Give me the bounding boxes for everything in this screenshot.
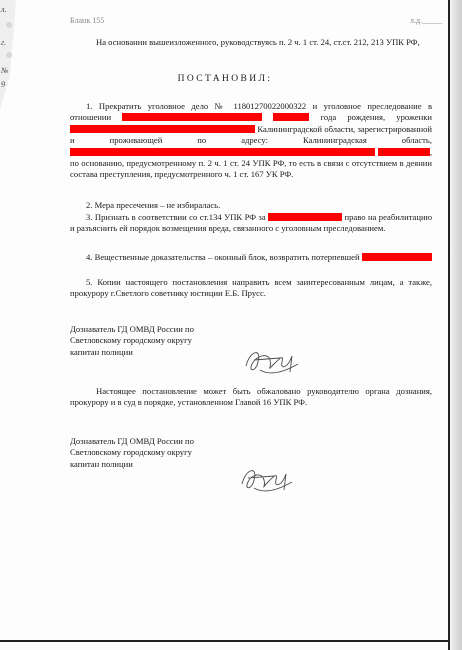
item-3-rest: право на реабилитацию и разъяснить ей порядок возмещения вреда, связанного с уголовным преследованием. (70, 212, 432, 234)
signer-department: Светловскому городскому округу (70, 335, 192, 346)
signer-department: Светловскому городскому округу (70, 447, 192, 458)
page-border-bottom (0, 640, 450, 642)
item-1-text: 1. Прекратить уголовное дело № 11801270022000322 и уголовное преследование в отношении (70, 101, 432, 123)
signer-position: Дознаватель ГД ОМВД России по (70, 436, 194, 446)
intro-paragraph: На основании вышеизложенного, руководствуясь п. 2 ч. 1 ст. 24, ст.ст. 212, 213 УПК РФ, (96, 37, 420, 47)
signer-rank: капитан полиции (70, 346, 133, 357)
form-number: Бланк 155 (70, 16, 105, 25)
strip-text: 9 (1, 80, 5, 89)
strip-text: г. (1, 38, 7, 47)
item-4 (70, 252, 432, 263)
redacted-name (268, 213, 342, 221)
punch-hole (6, 52, 12, 58)
appeal-paragraph: Настоящее постановление может быть обжаловано руководителю органа дознания, прокурору и в суд в порядке, установленном Главой 16 УПК РФ. (70, 386, 432, 408)
redacted-address-end (378, 148, 430, 156)
item-2: 2. Мера пресечения – не избиралась. (86, 200, 221, 210)
signature-icon (240, 342, 304, 378)
redacted-birthdate (273, 113, 309, 121)
redacted-birthplace (70, 125, 255, 133)
item-4-text: 4. Вещественные доказательства – оконный блок, возвратить потерпевшей (86, 252, 360, 262)
item-1-basis: , по основанию, предусмотренному п. 2 ч. 1 ст. 24 УПК РФ, то есть в связи с отсутствием в деянии состава преступления, предусмотренного ч. 1 ст. 167 УК РФ. (70, 146, 432, 180)
item-3-text: 3. Признать в соответствии со ст.134 УПК РФ за (86, 212, 266, 222)
item-3 (70, 212, 432, 235)
item-1 (70, 101, 432, 181)
signer-position: Дознаватель ГД ОМВД России по (70, 324, 194, 334)
redacted-name (122, 113, 262, 121)
sheet-number: л.д._____ (410, 16, 443, 25)
strip-text: л. (1, 5, 7, 14)
page-border-right (448, 0, 450, 650)
item-1-birth: рождения, уроженки (347, 112, 432, 123)
punch-hole (6, 22, 12, 28)
signer-block-1 (70, 324, 194, 358)
signer-block-2 (70, 436, 194, 470)
redacted-victim (362, 253, 432, 261)
signature-icon (236, 462, 296, 496)
strip-text: № (1, 66, 9, 75)
redacted-address (70, 148, 375, 156)
decision-title: ПОСТАНОВИЛ: (177, 74, 273, 84)
item-5: 5. Копии настоящего постановления направить всем заинтересованным лицам, а также, прокурору г.Светлого советнику юстиции Е.Б. Прусс. (70, 277, 432, 299)
signer-rank: капитан полиции (70, 458, 133, 469)
item-1-year: года (320, 112, 337, 123)
item-1-address: Калининградской области, зарегистрированной и проживающей по адресу: Калининградская область, (70, 123, 432, 146)
page-edge-shadow (448, 0, 462, 650)
